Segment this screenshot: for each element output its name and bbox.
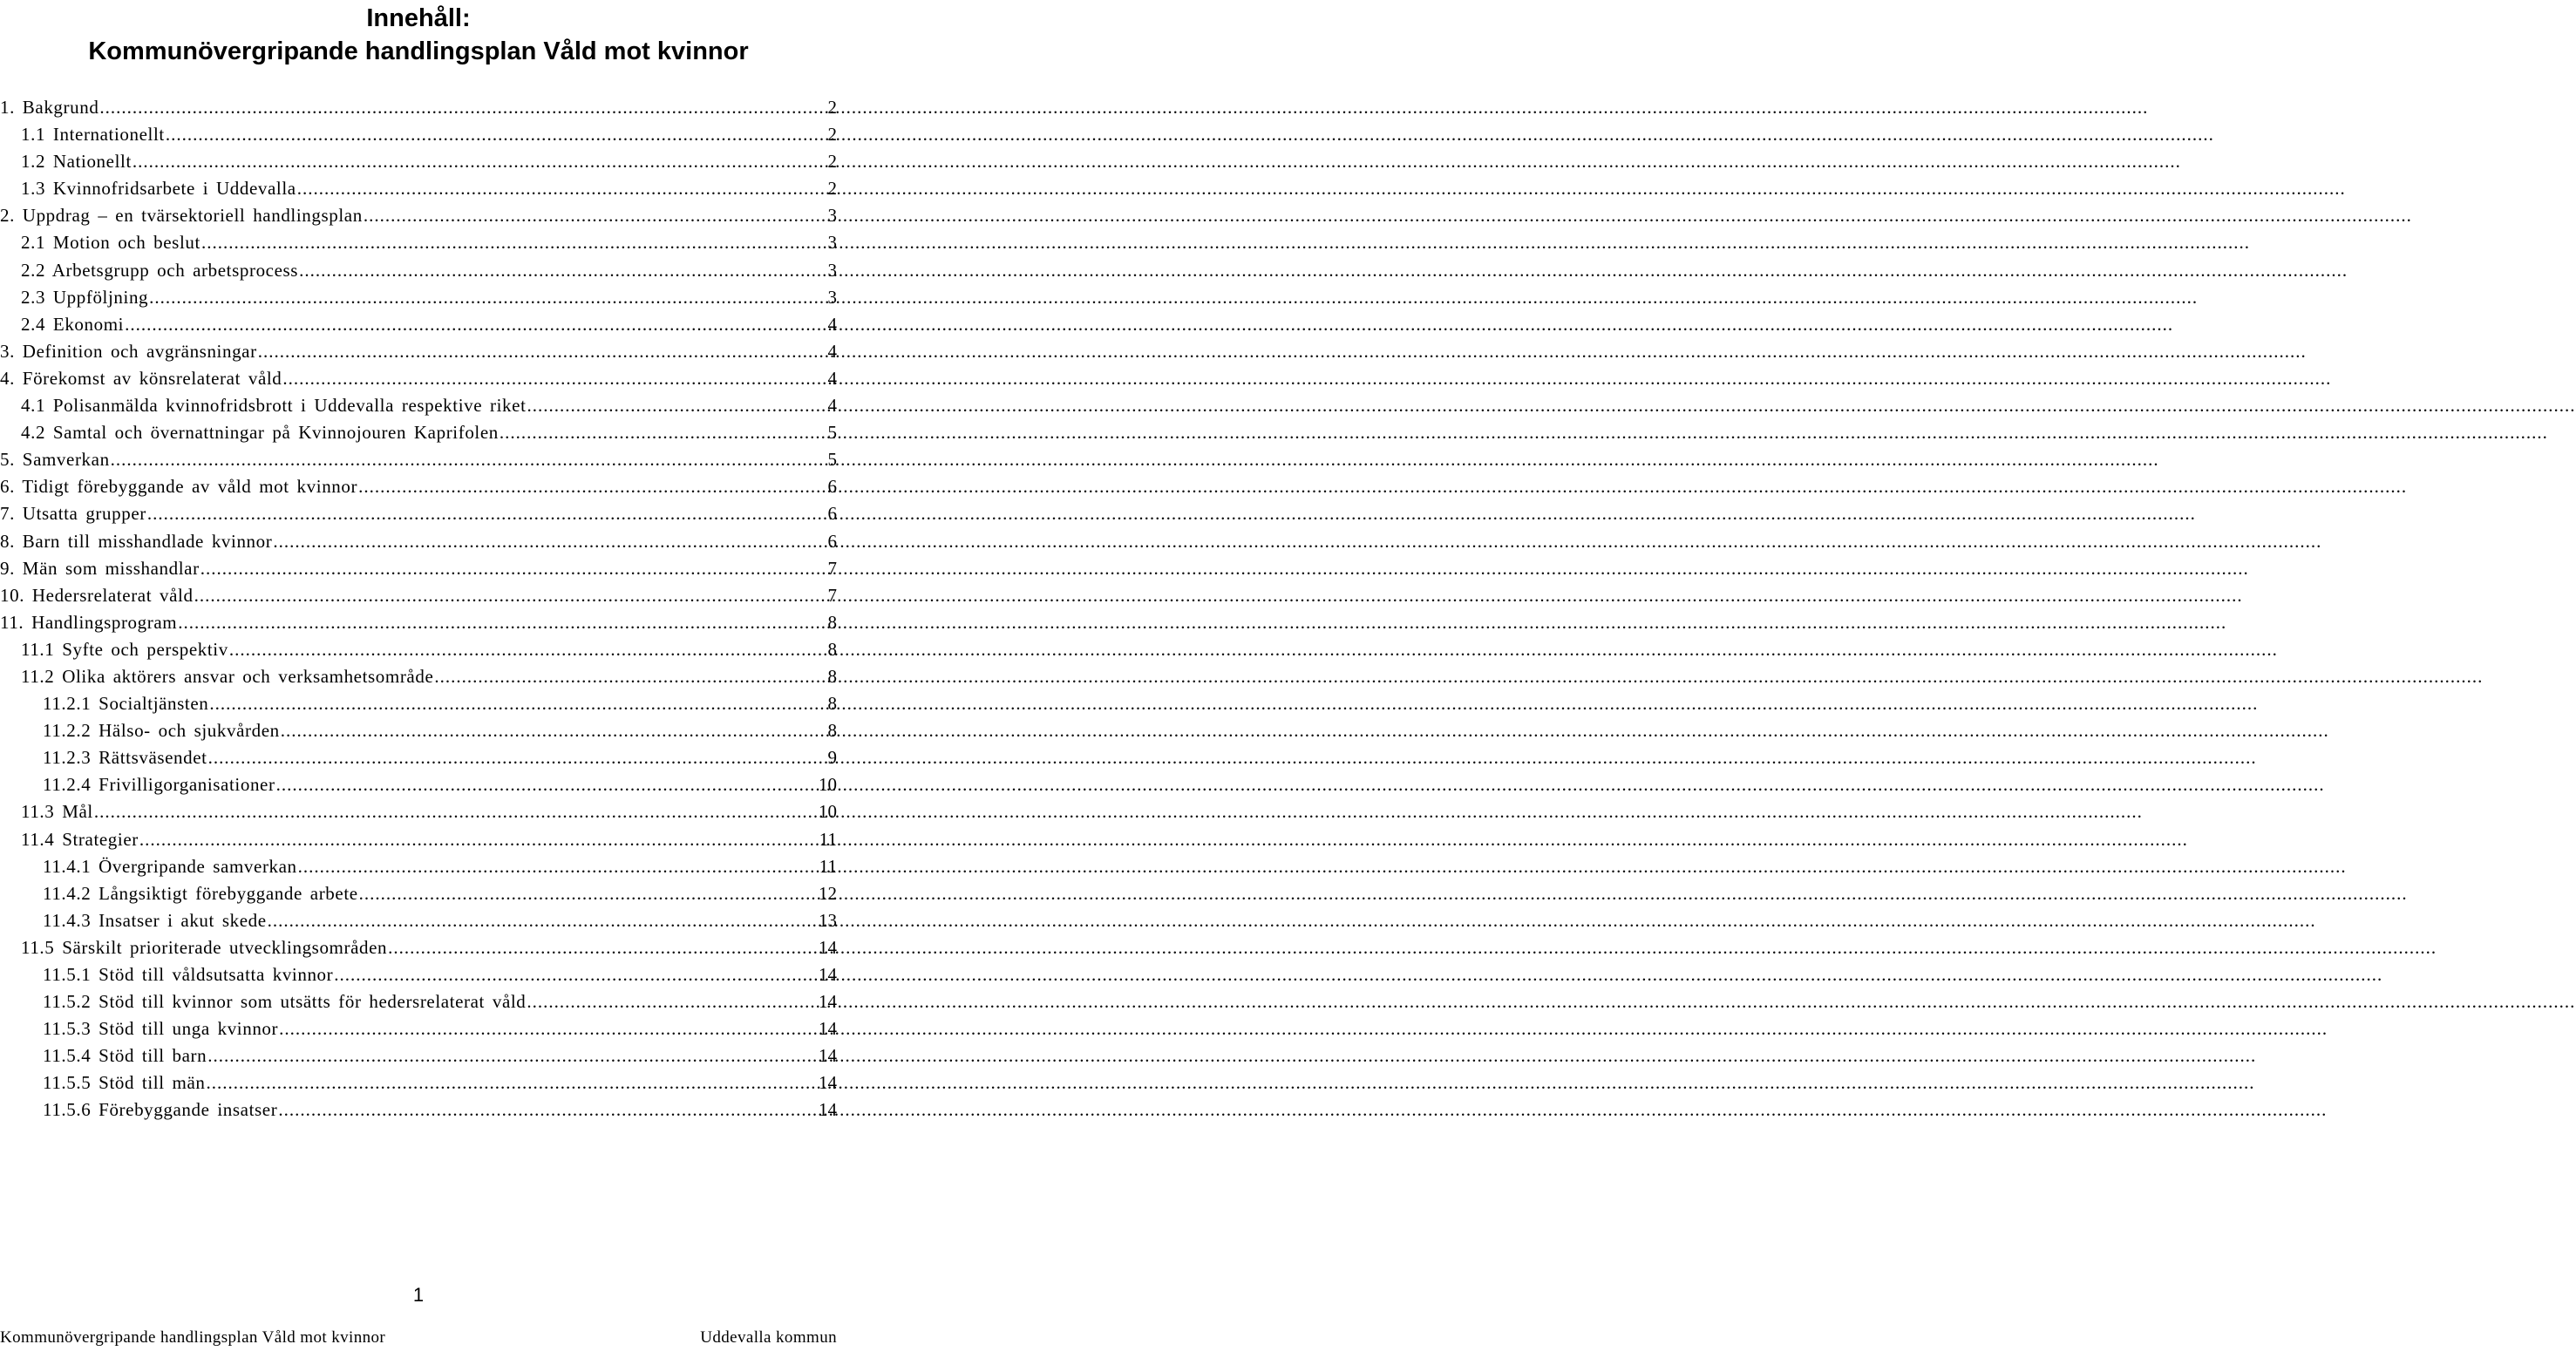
toc-entry[interactable] xyxy=(0,961,837,988)
toc-entry[interactable] xyxy=(0,473,837,500)
toc-entry[interactable] xyxy=(0,582,837,609)
toc-entry[interactable] xyxy=(0,202,837,229)
toc-entry[interactable] xyxy=(0,365,837,392)
toc-entry-page: 6 xyxy=(827,530,837,552)
toc-entry-page: 11 xyxy=(819,855,837,877)
toc-entry[interactable] xyxy=(0,717,837,744)
toc-entry[interactable] xyxy=(0,148,837,175)
toc-entry[interactable] xyxy=(0,446,837,473)
toc-dot-leader xyxy=(527,392,827,419)
toc-entry[interactable] xyxy=(0,555,837,582)
toc-entry-page: 7 xyxy=(827,557,837,579)
toc-entry-title: 9. Män som misshandlar xyxy=(0,557,200,579)
toc-entry-page: 6 xyxy=(827,503,837,525)
toc-dot-leader xyxy=(276,771,818,798)
toc-entry-title: 2.3 Uppföljning xyxy=(21,286,149,308)
footer-document-title: Kommunövergripande handlingsplan Våld mot kvinnor xyxy=(0,1328,386,1347)
toc-entry-title: 4. Förekomst av könsrelaterat våld xyxy=(0,367,282,389)
table-of-contents xyxy=(0,94,837,1124)
toc-entry-page: 3 xyxy=(827,205,837,227)
toc-entry-page: 8 xyxy=(827,611,837,633)
toc-entry-page: 2 xyxy=(827,124,837,146)
toc-entry[interactable] xyxy=(0,1069,837,1096)
toc-entry-title: 11. Handlingsprogram xyxy=(0,611,178,633)
toc-entry[interactable] xyxy=(0,1015,837,1042)
toc-entry[interactable] xyxy=(0,1042,837,1069)
toc-entry-title: 6. Tidigt förebyggande av våld mot kvinnor xyxy=(0,476,358,498)
toc-entry-page: 5 xyxy=(827,422,837,444)
toc-dot-leader xyxy=(282,365,826,392)
toc-dot-leader xyxy=(133,148,827,175)
toc-entry[interactable] xyxy=(0,175,837,202)
toc-entry[interactable] xyxy=(0,744,837,771)
toc-entry-page: 3 xyxy=(827,286,837,308)
toc-dot-leader xyxy=(298,853,819,880)
toc-entry[interactable] xyxy=(0,826,837,853)
toc-dot-leader xyxy=(273,528,826,555)
toc-entry[interactable] xyxy=(0,500,837,527)
toc-dot-leader xyxy=(500,419,827,446)
toc-dot-leader xyxy=(139,826,819,853)
toc-entry-page: 14 xyxy=(819,1072,837,1094)
toc-entry-title: 1.1 Internationellt xyxy=(21,124,165,146)
toc-entry[interactable] xyxy=(0,690,837,717)
toc-dot-leader xyxy=(178,609,826,636)
toc-dot-leader xyxy=(278,1096,818,1124)
toc-entry[interactable] xyxy=(0,880,837,907)
toc-entry-page: 12 xyxy=(819,882,837,904)
toc-dot-leader xyxy=(527,988,818,1015)
toc-entry[interactable] xyxy=(0,907,837,934)
toc-entry[interactable] xyxy=(0,257,837,284)
toc-entry-page: 14 xyxy=(819,1099,837,1121)
toc-entry-title: 3. Definition och avgränsningar xyxy=(0,340,257,362)
toc-dot-leader xyxy=(111,446,827,473)
toc-dot-leader xyxy=(201,555,827,582)
toc-entry-title: 4.1 Polisanmälda kvinnofridsbrott i Uddevalla respektive riket xyxy=(21,395,527,417)
toc-dot-leader xyxy=(99,94,826,121)
toc-dot-leader xyxy=(299,257,826,284)
toc-dot-leader xyxy=(388,934,818,961)
document-title: Kommunövergripande handlingsplan Våld mot kvinnor xyxy=(88,37,749,65)
toc-entry-title: 1.2 Nationellt xyxy=(21,151,132,173)
toc-entry-title: 11.5.1 Stöd till våldsutsatta kvinnor xyxy=(43,964,334,985)
toc-dot-leader xyxy=(258,338,827,365)
toc-entry[interactable] xyxy=(0,229,837,256)
toc-entry-title: 2.2 Arbetsgrupp och arbetsprocess xyxy=(21,259,299,281)
document-page xyxy=(0,0,837,1351)
toc-entry[interactable] xyxy=(0,663,837,690)
toc-dot-leader xyxy=(279,1015,818,1042)
toc-entry-title: 11.2.4 Frivilligorganisationer xyxy=(43,774,275,796)
toc-entry[interactable] xyxy=(0,1096,837,1124)
toc-entry-title: 11.5.5 Stöd till män xyxy=(43,1072,206,1094)
toc-entry[interactable] xyxy=(0,636,837,663)
toc-entry-title: 7. Utsatta grupper xyxy=(0,503,146,525)
toc-dot-leader xyxy=(94,798,818,825)
toc-entry-page: 10 xyxy=(819,801,837,823)
toc-entry[interactable] xyxy=(0,311,837,338)
toc-entry-page: 14 xyxy=(819,1045,837,1067)
toc-entry-title: 11.4.2 Långsiktigt förebyggande arbete xyxy=(43,882,358,904)
toc-dot-leader xyxy=(209,690,826,717)
toc-dot-leader xyxy=(207,1042,818,1069)
toc-entry[interactable] xyxy=(0,609,837,636)
toc-entry-title: 11.5.2 Stöd till kvinnor som utsätts för hedersrelaterat våld xyxy=(43,991,527,1013)
footer-organization: Uddevalla kommun xyxy=(700,1328,837,1347)
toc-entry[interactable] xyxy=(0,121,837,148)
toc-entry-page: 4 xyxy=(827,340,837,362)
toc-entry-page: 14 xyxy=(819,1018,837,1040)
toc-entry-title: 11.4.1 Övergripande samverkan xyxy=(43,855,297,877)
toc-dot-leader xyxy=(434,663,826,690)
toc-entry[interactable] xyxy=(0,771,837,798)
toc-entry-title: 2.1 Motion och beslut xyxy=(21,232,201,254)
toc-entry-page: 14 xyxy=(819,964,837,985)
toc-entry[interactable] xyxy=(0,392,837,419)
toc-dot-leader xyxy=(201,229,827,256)
toc-dot-leader xyxy=(297,175,827,202)
toc-dot-leader xyxy=(208,744,827,771)
toc-dot-leader xyxy=(149,284,826,311)
toc-entry-page: 7 xyxy=(827,584,837,606)
toc-entry-page: 8 xyxy=(827,665,837,687)
toc-entry-title: 2.4 Ekonomi xyxy=(21,313,125,335)
toc-dot-leader xyxy=(364,202,827,229)
toc-entry-page: 10 xyxy=(819,774,837,796)
toc-dot-leader xyxy=(229,636,827,663)
toc-dot-leader xyxy=(206,1069,818,1096)
toc-entry-page: 3 xyxy=(827,259,837,281)
toc-dot-leader xyxy=(194,582,827,609)
toc-entry[interactable] xyxy=(0,798,837,825)
toc-entry-page: 8 xyxy=(827,720,837,742)
toc-entry-page: 6 xyxy=(827,476,837,498)
toc-entry[interactable] xyxy=(0,528,837,555)
toc-entry-page: 11 xyxy=(819,828,837,850)
toc-entry-title: 11.2.2 Hälso- och sjukvården xyxy=(43,720,280,742)
toc-entry-page: 5 xyxy=(827,449,837,471)
toc-entry[interactable] xyxy=(0,284,837,311)
toc-entry-title: 11.2.3 Rättsväsendet xyxy=(43,747,207,769)
toc-entry-page: 3 xyxy=(827,232,837,254)
toc-entry-title: 11.5 Särskilt prioriterade utvecklingsområden xyxy=(21,936,388,958)
toc-dot-leader xyxy=(268,907,818,934)
toc-entry-page: 14 xyxy=(819,991,837,1013)
toc-entry-page: 4 xyxy=(827,367,837,389)
toc-entry-title: 11.5.4 Stöd till barn xyxy=(43,1045,207,1067)
toc-entry-title: 5. Samverkan xyxy=(0,449,110,471)
toc-dot-leader xyxy=(281,717,827,744)
toc-dot-leader xyxy=(359,880,818,907)
toc-entry-title: 2. Uppdrag – en tvärsektoriell handlingsplan xyxy=(0,205,363,227)
toc-dot-leader xyxy=(334,961,818,988)
toc-entry[interactable] xyxy=(0,934,837,961)
toc-entry-page: 13 xyxy=(819,909,837,931)
toc-entry-page: 9 xyxy=(827,747,837,769)
toc-entry-title: 11.1 Syfte och perspektiv xyxy=(21,638,228,660)
toc-dot-leader xyxy=(358,473,826,500)
page-number: 1 xyxy=(412,1284,425,1306)
contents-heading: Innehåll: xyxy=(366,4,471,32)
toc-entry-title: 4.2 Samtal och övernattningar på Kvinnojouren Kaprifolen xyxy=(21,422,499,444)
toc-entry-title: 11.4.3 Insatser i akut skede xyxy=(43,909,267,931)
toc-entry-page: 4 xyxy=(827,395,837,417)
toc-entry-title: 11.5.6 Förebyggande insatser xyxy=(43,1099,278,1121)
toc-entry[interactable] xyxy=(0,419,837,446)
toc-entry-page: 2 xyxy=(827,178,837,200)
toc-entry-page: 8 xyxy=(827,693,837,715)
toc-entry-title: 8. Barn till misshandlade kvinnor xyxy=(0,530,273,552)
toc-entry-title: 11.5.3 Stöd till unga kvinnor xyxy=(43,1018,279,1040)
toc-entry-title: 1. Bakgrund xyxy=(0,97,99,118)
toc-entry-page: 4 xyxy=(827,313,837,335)
toc-entry-title: 11.2.1 Socialtjänsten xyxy=(43,693,209,715)
toc-entry[interactable] xyxy=(0,988,837,1015)
toc-entry-title: 11.2 Olika aktörers ansvar och verksamhetsområde xyxy=(21,665,434,687)
toc-entry-page: 2 xyxy=(827,97,837,118)
toc-entry[interactable] xyxy=(0,853,837,880)
toc-entry-title: 10. Hedersrelaterat våld xyxy=(0,584,194,606)
toc-dot-leader xyxy=(166,121,827,148)
toc-entry-page: 2 xyxy=(827,151,837,173)
toc-entry-title: 11.4 Strategier xyxy=(21,828,139,850)
toc-entry-page: 14 xyxy=(819,936,837,958)
toc-entry[interactable] xyxy=(0,94,837,121)
page-footer xyxy=(0,1327,837,1349)
toc-dot-leader xyxy=(147,500,827,527)
toc-entry[interactable] xyxy=(0,338,837,365)
toc-dot-leader xyxy=(125,311,826,338)
toc-entry-title: 1.3 Kvinnofridsarbete i Uddevalla xyxy=(21,178,296,200)
toc-entry-title: 11.3 Mål xyxy=(21,801,93,823)
toc-entry-page: 8 xyxy=(827,638,837,660)
